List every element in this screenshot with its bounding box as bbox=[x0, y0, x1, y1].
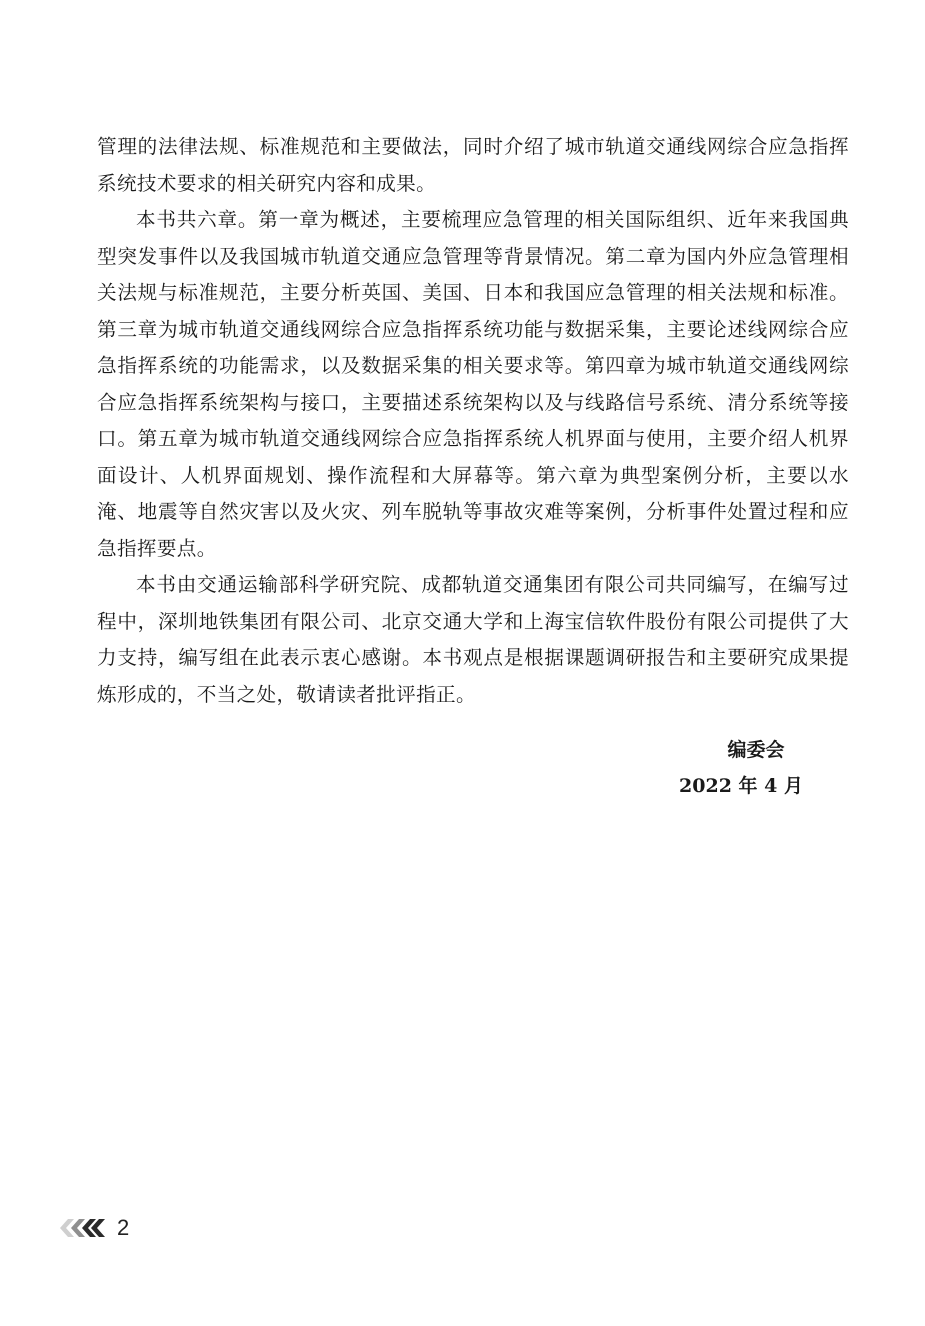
page-number: 2 bbox=[117, 1215, 130, 1240]
paragraph-chapter-overview: 本书共六章。第一章为概述，主要梳理应急管理的相关国际组织、近年来我国典型突发事件以及我国城市轨道交通应急管理等背景情况。第二章为国内外应急管理相关法规与标准规范，主要分析英国、美国、日本和我国应急管理的相关法规和标准。第三章为城市轨道交通线网综合应急指挥系统功能与数据采集，主要论述线网综合应急指挥系统的功能需求，以及数据采集的相关要求等。第四章为城市轨道交通线网综合应急指挥系统架构与接口，主要描述系统架构以及与线路信号系统、清分系统等接口。第五章为城市轨道交通线网综合应急指挥系统人机界面与使用，主要介绍人机界面设计、人机界面规划、操作流程和大屏幕等。第六章为典型案例分析，主要以水淹、地震等自然灾害以及火灾、列车脱轨等事故灾难等案例，分析事件处置过程和应急指挥要点。 bbox=[97, 208, 849, 560]
editorial-board-label: 编委会 bbox=[727, 739, 785, 761]
double-chevron-left-icon bbox=[55, 1218, 105, 1238]
signature-block bbox=[679, 732, 803, 804]
paragraph-continuation: 管理的法律法规、标准规范和主要做法，同时介绍了城市轨道交通线网综合应急指挥系统技术要求的相关研究内容和成果。 bbox=[97, 135, 849, 195]
publication-date: 2022 年 4 月 bbox=[679, 775, 803, 797]
body-text bbox=[97, 129, 849, 713]
paragraph-acknowledgement: 本书由交通运输部科学研究院、成都轨道交通集团有限公司共同编写，在编写过程中，深圳地铁集团有限公司、北京交通大学和上海宝信软件股份有限公司提供了大力支持，编写组在此表示衷心感谢。本书观点是根据课题调研报告和主要研究成果提炼形成的，不当之处，敬请读者批评指正。 bbox=[97, 573, 849, 706]
page-footer bbox=[55, 1213, 129, 1243]
